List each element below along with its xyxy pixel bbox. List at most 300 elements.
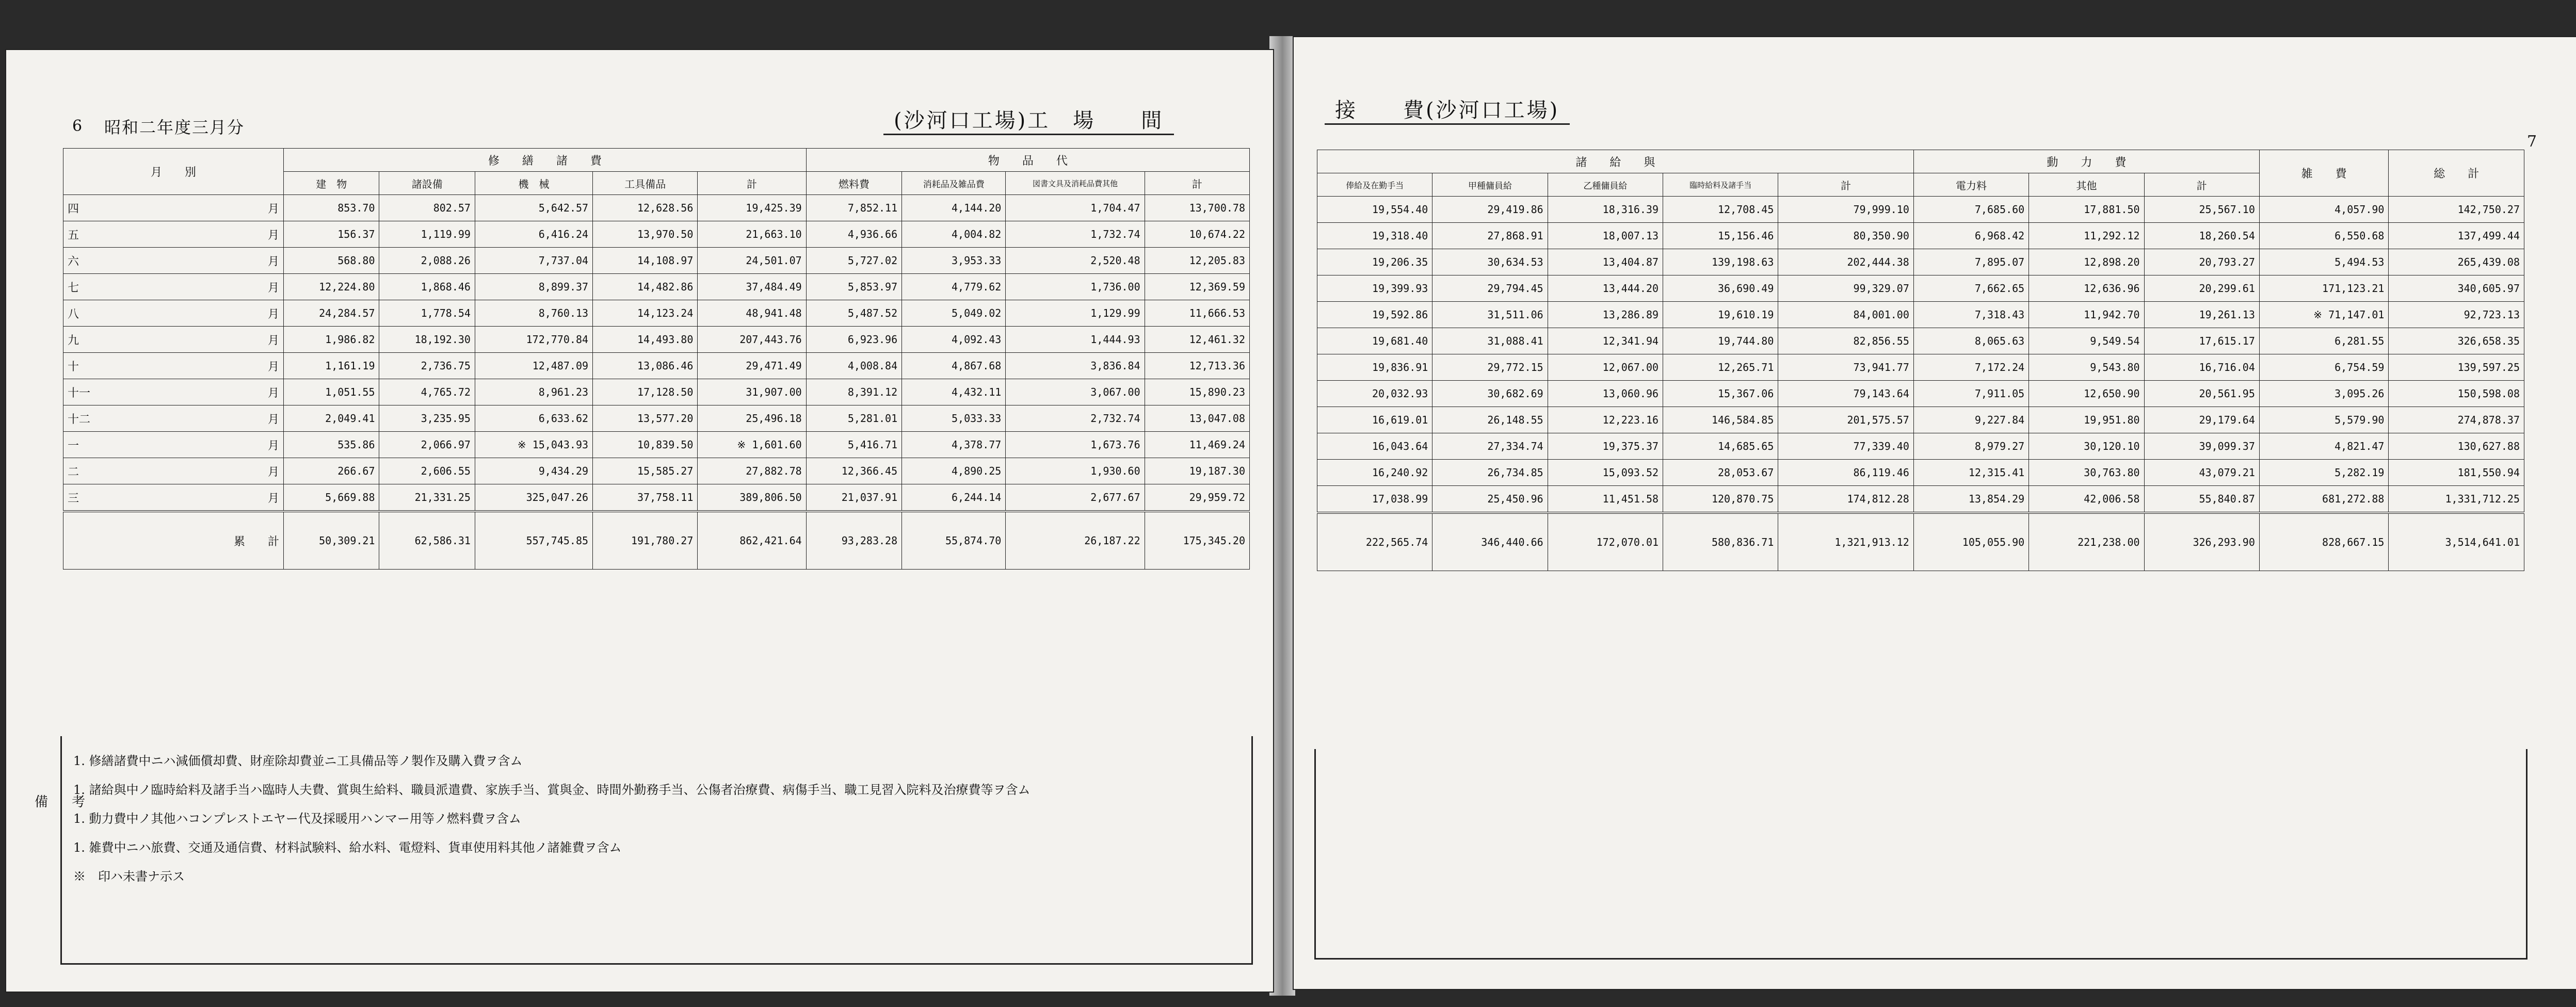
total-cell: 50,309.21 [284,511,379,570]
value-cell: 7,685.60 [1913,197,2028,223]
value-cell: 1,119.99 [379,221,475,248]
month-suffix: 月 [267,492,279,505]
value-cell: 13,444.20 [1548,275,1663,302]
value-cell: 340,605.97 [2389,275,2524,302]
value-cell: 3,095.26 [2259,381,2389,407]
month-kanji: 二 [68,465,79,479]
total-row [1317,513,2524,571]
column-header: 機 械 [475,172,592,195]
note-line: 1. 動力費中ノ其他ハコンプレストエヤー代及採暖用ハンマー用等ノ燃料費ヲ含ム [73,811,521,826]
value-cell: 1,331,712.25 [2389,486,2524,513]
value-cell: 11,292.12 [2029,223,2144,249]
value-cell: 10,674.22 [1145,221,1249,248]
note-line: 1. 修繕諸費中ニハ減価償却費、財産除却費並ニ工具備品等ノ製作及購入費ヲ含ム [73,754,523,768]
value-cell: 181,550.94 [2389,460,2524,486]
value-cell: 1,732.74 [1006,221,1145,248]
value-cell: 20,561.95 [2144,381,2259,407]
value-cell: 79,999.10 [1778,197,1913,223]
value-cell: 2,677.67 [1006,484,1145,512]
total-cell: 557,745.85 [475,511,592,570]
value-cell: 16,240.92 [1317,460,1432,486]
value-cell: 79,143.64 [1778,381,1913,407]
value-cell: 5,727.02 [806,248,901,274]
month-suffix: 月 [267,413,279,426]
expense-table-right [1317,150,2524,571]
value-cell: 4,004.82 [902,221,1006,248]
value-cell: 25,496.18 [698,405,806,432]
value-cell: 7,852.11 [806,195,901,221]
value-cell: 29,772.15 [1432,354,1548,381]
value-cell: 21,663.10 [698,221,806,248]
value-cell: 80,350.90 [1778,223,1913,249]
month-kanji: 四 [68,202,79,216]
value-cell: ※ 1,601.60 [698,432,806,458]
total-cell: 3,514,641.01 [2389,513,2524,571]
value-cell: 29,419.86 [1432,197,1548,223]
value-cell: 30,763.80 [2029,460,2144,486]
value-cell: 802.57 [379,195,475,221]
value-cell: 5,281.01 [806,405,901,432]
value-cell: 5,853.97 [806,274,901,300]
blank-frame [1314,749,2527,960]
value-cell: 171,123.21 [2259,275,2389,302]
value-cell: 14,685.65 [1663,433,1778,460]
value-cell: 150,598.08 [2389,381,2524,407]
page-number: 6 [72,117,83,135]
value-cell: 568.80 [284,248,379,274]
value-cell: 12,708.45 [1663,197,1778,223]
month-cell [63,248,284,274]
month-suffix: 月 [267,386,279,400]
value-cell: 7,895.07 [1913,249,2028,275]
value-cell: 1,051.55 [284,379,379,405]
value-cell: 130,627.88 [2389,433,2524,460]
value-cell: 1,704.47 [1006,195,1145,221]
month-kanji: 五 [68,229,79,242]
value-cell: 9,434.29 [475,458,592,484]
value-cell: 16,619.01 [1317,407,1432,433]
value-cell: 21,037.91 [806,484,901,512]
value-cell: 14,493.80 [593,327,698,353]
value-cell: 16,043.64 [1317,433,1432,460]
value-cell: 27,868.91 [1432,223,1548,249]
month-suffix: 月 [267,255,279,268]
value-cell: 73,941.77 [1778,354,1913,381]
value-cell: 12,265.71 [1663,354,1778,381]
value-cell: 5,494.53 [2259,249,2389,275]
value-cell: 12,636.96 [2029,275,2144,302]
table-row [63,248,1250,274]
table-row [63,195,1250,221]
value-cell: 5,049.02 [902,300,1006,327]
value-cell: 13,286.89 [1548,302,1663,328]
value-cell: 2,520.48 [1006,248,1145,274]
goods-group-header: 物 品 代 [806,149,1249,172]
column-header: 甲種傭員給 [1432,173,1548,197]
month-suffix: 月 [267,465,279,479]
total-cell: 221,238.00 [2029,513,2144,571]
column-header: 計 [698,172,806,195]
value-cell: 26,148.55 [1432,407,1548,433]
total-cell: 55,874.70 [902,511,1006,570]
value-cell: 1,673.76 [1006,432,1145,458]
month-cell [63,300,284,327]
value-cell: 4,765.72 [379,379,475,405]
column-header: 燃料費 [806,172,901,195]
table-row [1317,407,2524,433]
value-cell: 1,129.99 [1006,300,1145,327]
value-cell: 5,642.57 [475,195,592,221]
value-cell: 10,839.50 [593,432,698,458]
value-cell: 11,942.70 [2029,302,2144,328]
column-header: 臨時給料及諸手当 [1663,173,1778,197]
value-cell: 6,416.24 [475,221,592,248]
value-cell: 18,007.13 [1548,223,1663,249]
value-cell: 5,579.90 [2259,407,2389,433]
value-cell: 29,179.64 [2144,407,2259,433]
value-cell: 9,227.84 [1913,407,2028,433]
table-row [63,300,1250,327]
value-cell: 4,378.77 [902,432,1006,458]
value-cell: 55,840.87 [2144,486,2259,513]
value-cell: 86,119.46 [1778,460,1913,486]
value-cell: 12,713.36 [1145,353,1249,379]
notes-label: 備 考 [35,794,91,810]
value-cell: 19,425.39 [698,195,806,221]
value-cell: 7,172.24 [1913,354,2028,381]
page-number: 7 [2527,133,2537,151]
value-cell: 19,951.80 [2029,407,2144,433]
wages-group-header: 諸 給 與 [1317,150,1914,173]
value-cell: 8,899.37 [475,274,592,300]
table-row [1317,223,2524,249]
value-cell: 4,779.62 [902,274,1006,300]
value-cell: 3,836.84 [1006,353,1145,379]
month-suffix: 月 [267,202,279,216]
value-cell: 1,930.60 [1006,458,1145,484]
month-kanji: 七 [68,281,79,295]
total-cell: 26,187.22 [1006,511,1145,570]
value-cell: 14,108.97 [593,248,698,274]
table-row [1317,328,2524,354]
value-cell: 13,577.20 [593,405,698,432]
value-cell: 25,450.96 [1432,486,1548,513]
value-cell: 12,224.80 [284,274,379,300]
value-cell: 1,736.00 [1006,274,1145,300]
value-cell: 13,060.96 [1548,381,1663,407]
value-cell: 389,806.50 [698,484,806,512]
value-cell: 19,318.40 [1317,223,1432,249]
value-cell: 17,128.50 [593,379,698,405]
total-row [63,511,1250,570]
value-cell: 19,592.86 [1317,302,1432,328]
value-cell: 5,033.33 [902,405,1006,432]
value-cell: 14,123.24 [593,300,698,327]
value-cell: 77,339.40 [1778,433,1913,460]
value-cell: 325,047.26 [475,484,592,512]
total-cell: 862,421.64 [698,511,806,570]
value-cell: 19,610.19 [1663,302,1778,328]
total-cell: 62,586.31 [379,511,475,570]
value-cell: 43,079.21 [2144,460,2259,486]
value-cell: 142,750.27 [2389,197,2524,223]
value-cell: 2,736.75 [379,353,475,379]
value-cell: 13,970.50 [593,221,698,248]
value-cell: 6,754.59 [2259,354,2389,381]
value-cell: 37,484.49 [698,274,806,300]
month-kanji: 十二 [68,413,91,426]
table-row [63,353,1250,379]
expense-table-left [63,148,1250,570]
month-cell [63,484,284,512]
value-cell: 156.37 [284,221,379,248]
value-cell: 19,375.37 [1548,433,1663,460]
month-cell [63,353,284,379]
value-cell: 36,690.49 [1663,275,1778,302]
value-cell: 266.67 [284,458,379,484]
value-cell: 326,658.35 [2389,328,2524,354]
month-suffix: 月 [267,229,279,242]
value-cell: 17,881.50 [2029,197,2144,223]
column-header: 計 [1778,173,1913,197]
value-cell: 9,549.54 [2029,328,2144,354]
month-suffix: 月 [267,281,279,295]
value-cell: ※ 71,147.01 [2259,302,2389,328]
table-row [63,327,1250,353]
value-cell: 12,366.45 [806,458,901,484]
table-row [1317,381,2524,407]
table-row [63,274,1250,300]
value-cell: 19,554.40 [1317,197,1432,223]
total-cell: 175,345.20 [1145,511,1249,570]
value-cell: 30,634.53 [1432,249,1548,275]
value-cell: 1,868.46 [379,274,475,300]
value-cell: 19,206.35 [1317,249,1432,275]
value-cell: 92,723.13 [2389,302,2524,328]
value-cell: 27,882.78 [698,458,806,484]
month-kanji: 九 [68,334,79,347]
value-cell: 8,961.23 [475,379,592,405]
month-kanji: 六 [68,255,79,268]
grand-total-header: 総 計 [2389,150,2524,197]
month-kanji: 十一 [68,386,91,400]
power-group-header: 動 力 費 [1913,150,2259,173]
column-header: 諸設備 [379,172,475,195]
value-cell: 26,734.85 [1432,460,1548,486]
month-cell [63,379,284,405]
value-cell: 6,244.14 [902,484,1006,512]
value-cell: 20,299.61 [2144,275,2259,302]
total-label: 累 計 [63,511,284,570]
month-cell [63,274,284,300]
column-header: 計 [1145,172,1249,195]
value-cell: 19,187.30 [1145,458,1249,484]
value-cell: 19,261.13 [2144,302,2259,328]
value-cell: 4,057.90 [2259,197,2389,223]
total-cell: 222,565.74 [1317,513,1432,571]
value-cell: 6,550.68 [2259,223,2389,249]
value-cell: 853.70 [284,195,379,221]
value-cell: 15,585.27 [593,458,698,484]
month-cell [63,405,284,432]
value-cell: 12,223.16 [1548,407,1663,433]
value-cell: 11,451.58 [1548,486,1663,513]
value-cell: 7,662.65 [1913,275,2028,302]
value-cell: 16,716.04 [2144,354,2259,381]
total-cell: 105,055.90 [1913,513,2028,571]
note-line: 1. 雑費中ニハ旅費、交通及通信費、材料試験料、給水料、電燈料、貨車使用料其他ノ諸雑費ヲ含ム [73,840,622,855]
value-cell: 15,156.46 [1663,223,1778,249]
value-cell: 8,979.27 [1913,433,2028,460]
value-cell: 48,941.48 [698,300,806,327]
month-cell [63,195,284,221]
table-row [1317,197,2524,223]
value-cell: 13,086.46 [593,353,698,379]
value-cell: 3,067.00 [1006,379,1145,405]
total-cell: 93,283.28 [806,511,901,570]
total-cell: 326,293.90 [2144,513,2259,571]
value-cell: 4,936.66 [806,221,901,248]
value-cell: 2,606.55 [379,458,475,484]
value-cell: 11,469.24 [1145,432,1249,458]
table-row [1317,302,2524,328]
column-header: 消耗品及雑品費 [902,172,1006,195]
value-cell: 13,404.87 [1548,249,1663,275]
value-cell: 30,682.69 [1432,381,1548,407]
value-cell: 12,067.00 [1548,354,1663,381]
column-header: 建 物 [284,172,379,195]
value-cell: 6,968.42 [1913,223,2028,249]
month-cell [63,432,284,458]
value-cell: 18,316.39 [1548,197,1663,223]
month-kanji: 一 [68,439,79,452]
value-cell: 5,282.19 [2259,460,2389,486]
value-cell: 1,986.82 [284,327,379,353]
total-cell: 346,440.66 [1432,513,1548,571]
repair-group-header: 修 繕 諸 費 [284,149,807,172]
value-cell: 4,821.47 [2259,433,2389,460]
value-cell: 139,198.63 [1663,249,1778,275]
value-cell: 4,144.20 [902,195,1006,221]
value-cell: 30,120.10 [2029,433,2144,460]
value-cell: 12,205.83 [1145,248,1249,274]
column-header: 其他 [2029,173,2144,197]
value-cell: 24,501.07 [698,248,806,274]
value-cell: 12,487.09 [475,353,592,379]
table-row [63,379,1250,405]
value-cell: 12,628.56 [593,195,698,221]
value-cell: 1,444.93 [1006,327,1145,353]
column-header: 俸給及在勤手当 [1317,173,1432,197]
note-line: ※ 印ハ未書ナ示ス [73,869,185,884]
value-cell: 174,812.28 [1778,486,1913,513]
value-cell: 31,907.00 [698,379,806,405]
value-cell: 19,399.93 [1317,275,1432,302]
value-cell: 12,341.94 [1548,328,1663,354]
total-cell: 191,780.27 [593,511,698,570]
value-cell: 39,099.37 [2144,433,2259,460]
value-cell: 3,953.33 [902,248,1006,274]
total-cell: 580,836.71 [1663,513,1778,571]
table-row [63,484,1250,512]
value-cell: 146,584.85 [1663,407,1778,433]
value-cell: 27,334.74 [1432,433,1548,460]
table-row [1317,460,2524,486]
value-cell: 19,744.80 [1663,328,1778,354]
value-cell: 15,093.52 [1548,460,1663,486]
value-cell: 4,092.43 [902,327,1006,353]
table-row [1317,249,2524,275]
column-header: 計 [2144,173,2259,197]
value-cell: 2,088.26 [379,248,475,274]
left-page [5,49,1274,993]
table-row [63,221,1250,248]
value-cell: 3,235.95 [379,405,475,432]
month-suffix: 月 [267,307,279,321]
page-title: 接 費(沙河口工場) [1325,94,1570,125]
month-suffix: 月 [267,334,279,347]
value-cell: 7,911.05 [1913,381,2028,407]
right-page [1293,36,2576,990]
value-cell: 120,870.75 [1663,486,1778,513]
value-cell: 9,543.80 [2029,354,2144,381]
value-cell: 25,567.10 [2144,197,2259,223]
value-cell: 172,770.84 [475,327,592,353]
value-cell: 82,856.55 [1778,328,1913,354]
value-cell: 12,898.20 [2029,249,2144,275]
column-header: 電力料 [1913,173,2028,197]
value-cell: 31,511.06 [1432,302,1548,328]
value-cell: 265,439.08 [2389,249,2524,275]
value-cell: 29,959.72 [1145,484,1249,512]
value-cell: 15,890.23 [1145,379,1249,405]
value-cell: 274,878.37 [2389,407,2524,433]
value-cell: 29,471.49 [698,353,806,379]
value-cell: 4,432.11 [902,379,1006,405]
table-row [63,405,1250,432]
value-cell: 7,737.04 [475,248,592,274]
month-kanji: 三 [68,492,79,505]
month-header: 月 別 [63,149,284,195]
value-cell: 5,416.71 [806,432,901,458]
value-cell: 20,032.93 [1317,381,1432,407]
value-cell: 6,633.62 [475,405,592,432]
value-cell: 2,732.74 [1006,405,1145,432]
value-cell: 137,499.44 [2389,223,2524,249]
value-cell: 13,047.08 [1145,405,1249,432]
table-row [63,432,1250,458]
value-cell: 5,669.88 [284,484,379,512]
value-cell: 17,615.17 [2144,328,2259,354]
value-cell: 1,778.54 [379,300,475,327]
month-suffix: 月 [267,439,279,452]
value-cell: 13,854.29 [1913,486,2028,513]
value-cell: 12,315.41 [1913,460,2028,486]
total-cell: 172,070.01 [1548,513,1663,571]
value-cell: 37,758.11 [593,484,698,512]
value-cell: 8,391.12 [806,379,901,405]
value-cell: 84,001.00 [1778,302,1913,328]
value-cell: 12,369.59 [1145,274,1249,300]
value-cell: 19,836.91 [1317,354,1432,381]
notes-frame [60,736,1253,965]
value-cell: 202,444.38 [1778,249,1913,275]
column-header: 乙種傭員給 [1548,173,1663,197]
value-cell: 8,760.13 [475,300,592,327]
value-cell: 20,793.27 [2144,249,2259,275]
value-cell: 6,923.96 [806,327,901,353]
page-title: (沙河口工場)工 場 間 [883,104,1174,135]
